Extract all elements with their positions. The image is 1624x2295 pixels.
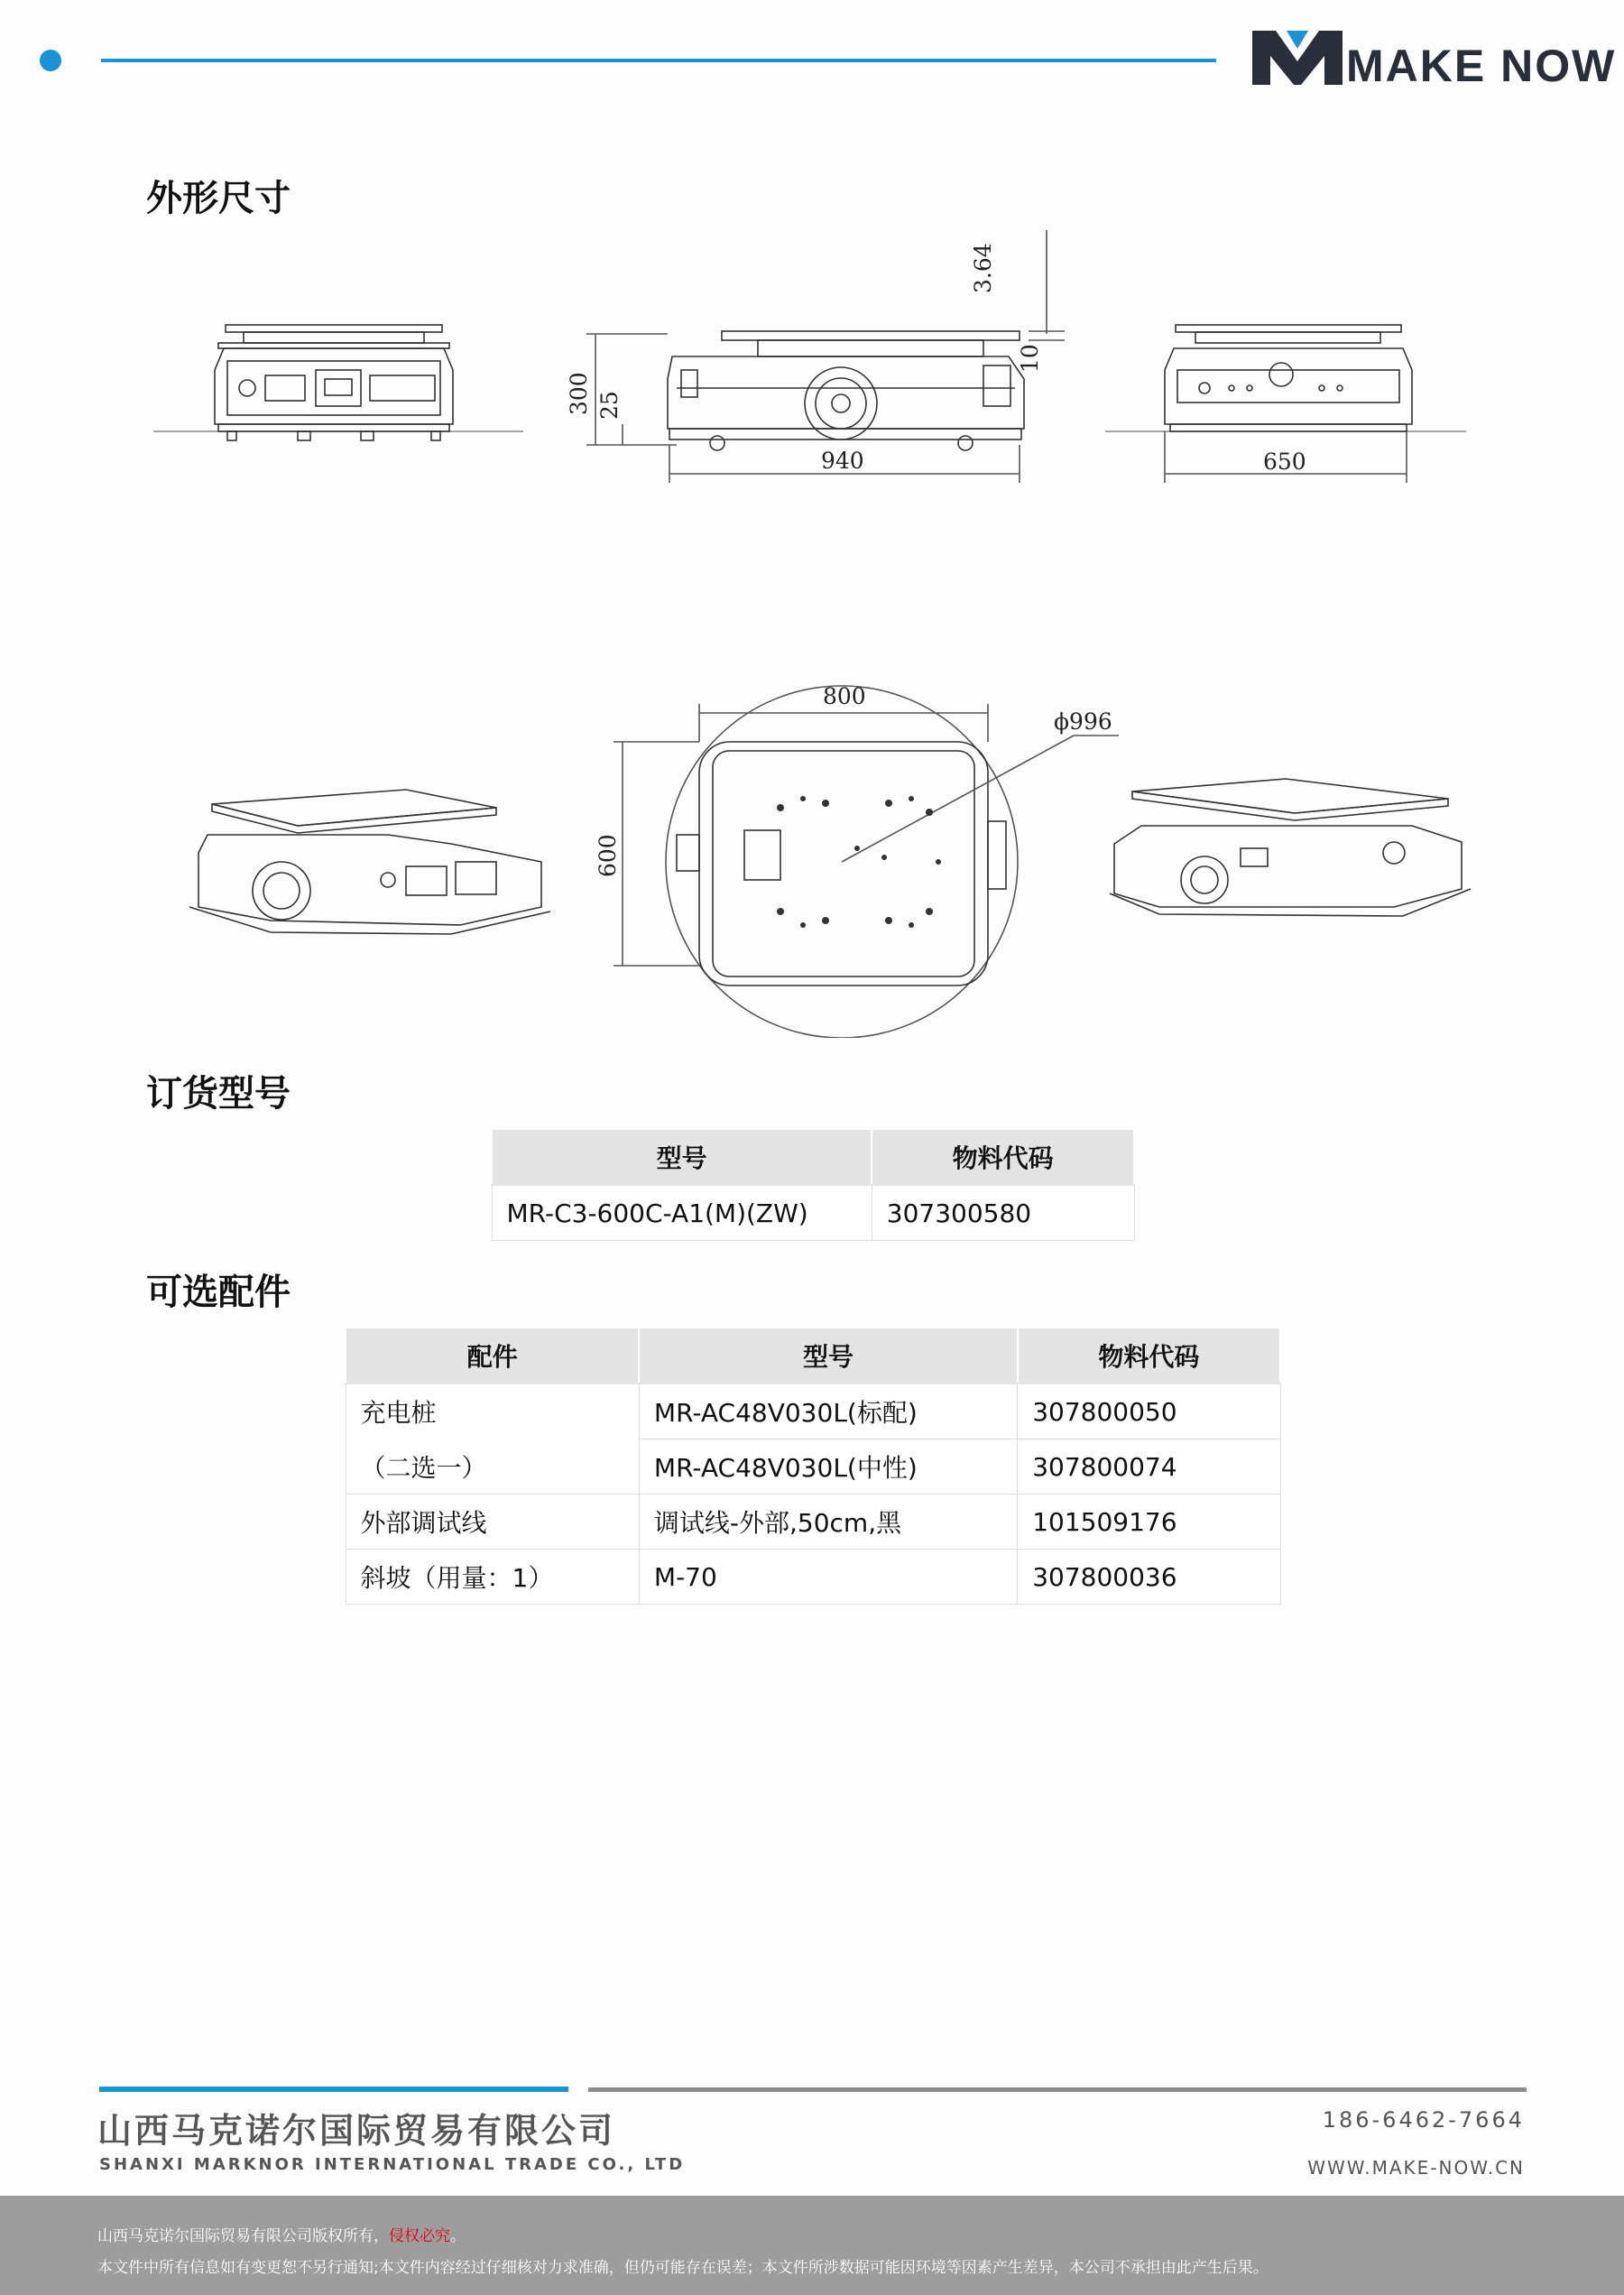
isometric-right-drawing (1105, 772, 1484, 930)
dim-top-width: 600 (595, 834, 621, 877)
ordering-title: 订货型号 (146, 1073, 291, 1115)
isometric-left-drawing (180, 772, 559, 943)
dim-top-clearance: 3.64 (970, 243, 996, 293)
accessories-table (345, 1327, 1281, 1605)
acc-model-cell: MR-AC48V030L(标配) (639, 1383, 1017, 1439)
acc-part-cell: 外部调试线 (346, 1495, 639, 1550)
top-view-drawing (586, 668, 1128, 1038)
acc-header-model: 型号 (639, 1328, 1017, 1383)
footer-blue-rule (99, 2087, 568, 2092)
copyright-prefix: 山西马克诺尔国际贸易有限公司版权所有， (97, 2227, 389, 2245)
accessories-title: 可选配件 (146, 1272, 291, 1313)
table-row (346, 1439, 1280, 1495)
acc-code-cell: 307800050 (1018, 1383, 1280, 1439)
table-row (492, 1185, 1134, 1241)
website-link[interactable]: WWW.MAKE-NOW.CN (1307, 2157, 1525, 2179)
table-row (346, 1383, 1280, 1439)
footer-gray-rule (588, 2087, 1527, 2092)
order-model-cell: MR-C3-600C-A1(M)(ZW) (492, 1185, 872, 1241)
side-view-drawing (559, 230, 1065, 487)
dim-width: 650 (1263, 449, 1306, 475)
acc-model-cell: M-70 (639, 1550, 1017, 1605)
acc-header-part: 配件 (346, 1328, 639, 1383)
dim-turning-diameter: ϕ996 (1054, 708, 1112, 735)
order-table (491, 1128, 1135, 1241)
disclaimer: 本文件中所有信息如有变更恕不另行通知;本文件内容经过仔细核对力求准确，但仍可能存在误差；本文件所涉数据可能因环境等因素产生差异，本公司不承担由此产生后果。 (97, 2259, 1269, 2277)
brand-name: MAKE NOW (1346, 41, 1617, 91)
table-row (346, 1550, 1280, 1605)
dim-plate-thickness: 10 (1017, 344, 1043, 373)
header-dot (40, 50, 61, 71)
footer-bar (0, 2196, 1624, 2295)
acc-code-cell: 307800074 (1018, 1439, 1280, 1495)
acc-code-cell: 307800036 (1018, 1550, 1280, 1605)
copyright-warning: 侵权必究 (389, 2227, 450, 2245)
header-rule (101, 59, 1216, 62)
dim-length: 940 (821, 448, 864, 474)
order-code-cell: 307300580 (872, 1185, 1134, 1241)
order-header-model: 型号 (492, 1129, 872, 1185)
phone-number: 186-6462-7664 (1322, 2107, 1525, 2133)
acc-header-code: 物料代码 (1018, 1328, 1280, 1383)
dim-height: 300 (566, 372, 592, 415)
company-name-en: SHANXI MARKNOR INTERNATIONAL TRADE CO., LTD (99, 2155, 686, 2174)
copyright-suffix: 。 (450, 2227, 466, 2245)
acc-part-cell: 斜坡（用量：1） (346, 1550, 639, 1605)
acc-code-cell: 101509176 (1018, 1495, 1280, 1550)
charger-label-1: 充电桩 (346, 1383, 639, 1439)
front-view-drawing (153, 316, 532, 447)
company-name-cn: 山西马克诺尔国际贸易有限公司 (97, 2111, 616, 2151)
copyright-line (97, 2223, 466, 2245)
rear-view-drawing (1105, 316, 1466, 487)
order-header-code: 物料代码 (872, 1129, 1134, 1185)
charger-label-2: （二选一） (346, 1439, 639, 1495)
table-row (346, 1495, 1280, 1550)
dim-top-length: 800 (823, 683, 866, 709)
order-table-header (492, 1129, 1134, 1185)
accessories-table-header (346, 1328, 1280, 1383)
dim-ground-clearance: 25 (596, 391, 623, 420)
acc-model-cell: 调试线-外部,50cm,黑 (639, 1495, 1017, 1550)
acc-model-cell: MR-AC48V030L(中性) (639, 1439, 1017, 1495)
dimensions-title: 外形尺寸 (146, 178, 291, 219)
